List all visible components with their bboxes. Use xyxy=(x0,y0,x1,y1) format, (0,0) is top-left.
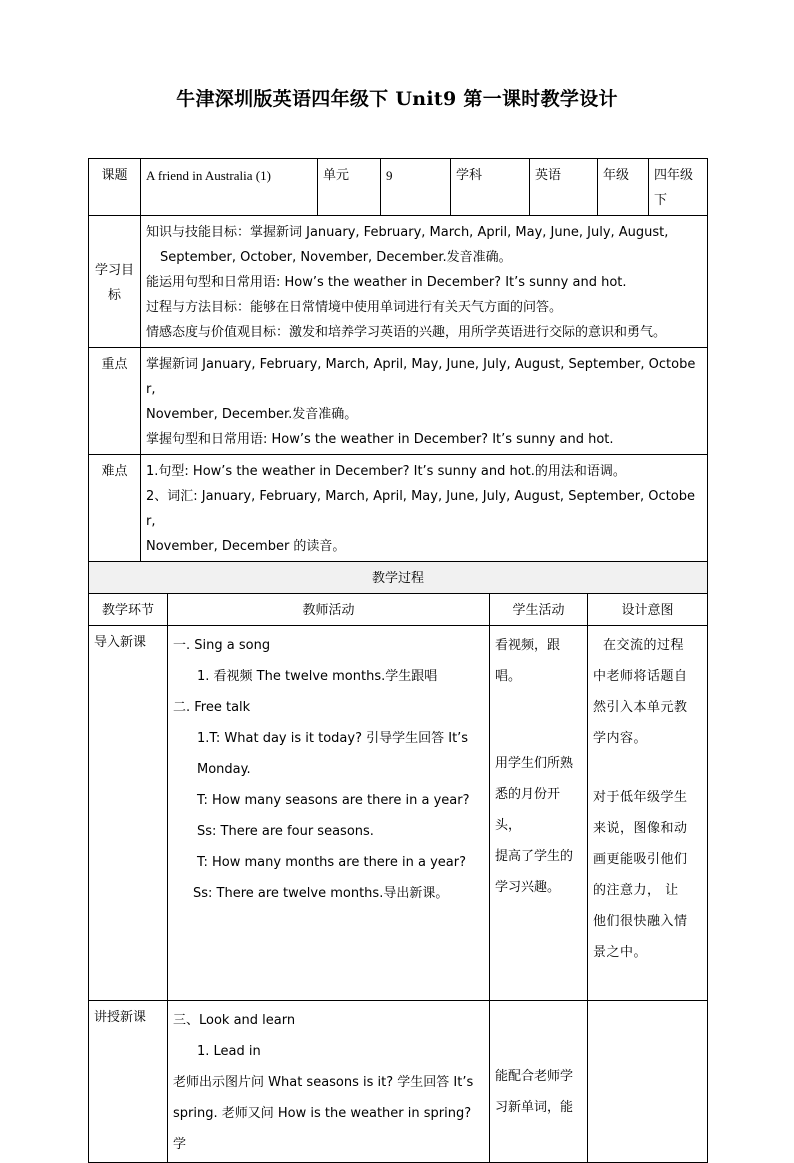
objectives-label: 学习目标 xyxy=(89,216,141,348)
intent-line: 在交流的过程 xyxy=(603,638,685,653)
topic-label: 课题 xyxy=(89,159,141,216)
teacher-line: 三、Look and learn xyxy=(173,1013,296,1028)
intent-line: 画更能吸引他们 xyxy=(593,852,688,867)
student-line: 看视频，跟唱。 xyxy=(495,638,561,684)
intent-line: 他们很快融入情 xyxy=(593,914,688,929)
col-stage: 教学环节 xyxy=(89,594,168,626)
teacher-line: 1.T: What day is it today? 引导学生回答 It’s xyxy=(197,731,469,746)
teacher-line: Ss: There are four seasons. xyxy=(197,824,374,839)
objective-line: September, October, November, December.发音准确。 xyxy=(160,250,512,265)
info-row xyxy=(89,159,708,216)
process-table xyxy=(88,593,708,1163)
intent-line: 然引入本单元教 xyxy=(593,700,688,715)
difficulties-row xyxy=(89,455,708,562)
intent-line: 中老师将话题自 xyxy=(593,669,688,684)
grade-value: 四年级下 xyxy=(649,159,708,216)
teacher-line: spring. 老师又问 How is the weather in spring? 学 xyxy=(173,1106,472,1152)
intent-line: 来说，图像和动 xyxy=(593,821,688,836)
teacher-line: T: How many months are there in a year? xyxy=(197,855,466,870)
process-header-row xyxy=(89,562,708,594)
process-row-intro xyxy=(89,626,708,1001)
intent-line: 景之中。 xyxy=(593,945,648,960)
student-line: 习新单词，能 xyxy=(495,1100,574,1115)
design-intent-cell xyxy=(588,1001,708,1163)
student-line: 能配合老师学 xyxy=(495,1069,574,1084)
key-points-content xyxy=(141,348,708,455)
objectives-row xyxy=(89,216,708,348)
stage-cell: 讲授新课 xyxy=(89,1001,168,1163)
teacher-line: 一. Sing a song xyxy=(173,638,271,653)
key-points-row xyxy=(89,348,708,455)
student-line: 悉的月份开头， xyxy=(495,787,561,833)
objectives-content xyxy=(141,216,708,348)
teacher-line: Ss: There are twelve months.导出新课。 xyxy=(193,886,449,901)
student-line: 学习兴趣。 xyxy=(495,880,561,895)
difficulties-label: 难点 xyxy=(89,455,141,562)
objective-line: 情感态度与价值观目标：激发和培养学习英语的兴趣，用所学英语进行交际的意识和勇气。 xyxy=(146,325,667,340)
col-intent: 设计意图 xyxy=(588,594,708,626)
intent-line: 学内容。 xyxy=(593,731,648,746)
key-points-label: 重点 xyxy=(89,348,141,455)
student-activity-cell xyxy=(490,1001,588,1163)
unit-value: 9 xyxy=(381,159,451,216)
teacher-line: 老师出示图片问 What seasons is it? 学生回答 It’s xyxy=(173,1075,474,1090)
process-header: 教学过程 xyxy=(89,562,708,594)
student-line: 用学生们所熟 xyxy=(495,756,574,771)
stage-cell: 导入新课 xyxy=(89,626,168,1001)
intent-line: 的注意力， 让 xyxy=(593,883,679,898)
teacher-line: 1. Lead in xyxy=(197,1044,261,1059)
subject-value: 英语 xyxy=(530,159,598,216)
teacher-activity-cell xyxy=(168,1001,490,1163)
difficulties-content xyxy=(141,455,708,562)
student-line: 提高了学生的 xyxy=(495,849,574,864)
process-columns-row xyxy=(89,594,708,626)
key-point-line: 掌握新词 January, February, March, April, May, June, July, August, September, October, xyxy=(146,357,696,397)
key-point-line: November, December.发音准确。 xyxy=(146,407,358,422)
difficulty-line: 2、词汇: January, February, March, April, May, June, July, August, September, October, xyxy=(146,489,695,529)
difficulty-line: November, December 的读音。 xyxy=(146,539,346,554)
teacher-line: T: How many seasons are there in a year? xyxy=(197,793,470,808)
process-row-new-lesson xyxy=(89,1001,708,1163)
page-title: 牛津深圳版英语四年级下 Unit9 第一课时教学设计 xyxy=(176,88,618,110)
difficulty-line: 1.句型: How’s the weather in December? It’s sunny and hot.的用法和语调。 xyxy=(146,464,626,479)
student-activity-cell xyxy=(490,626,588,1001)
teacher-line: Monday. xyxy=(197,762,251,777)
lesson-plan-table xyxy=(88,158,708,594)
objective-line: 能运用句型和日常用语: How’s the weather in December? It’s sunny and hot. xyxy=(146,275,627,290)
objective-line: 知识与技能目标：掌握新词 January, February, March, April, May, June, July, August, xyxy=(146,225,669,240)
grade-label: 年级 xyxy=(598,159,649,216)
key-point-line: 掌握句型和日常用语: How’s the weather in December? It’s sunny and hot. xyxy=(146,432,614,447)
teacher-line: 1. 看视频 The twelve months.学生跟唱 xyxy=(197,669,438,684)
objective-line: 过程与方法目标：能够在日常情境中使用单词进行有关天气方面的问答。 xyxy=(146,300,563,315)
design-intent-cell xyxy=(588,626,708,1001)
intent-line: 对于低年级学生 xyxy=(593,790,688,805)
unit-label: 单元 xyxy=(318,159,381,216)
subject-label: 学科 xyxy=(451,159,530,216)
teacher-activity-cell xyxy=(168,626,490,1001)
col-student: 学生活动 xyxy=(490,594,588,626)
teacher-line: 二. Free talk xyxy=(173,700,251,715)
topic-value: A friend in Australia (1) xyxy=(141,159,318,216)
col-teacher: 教师活动 xyxy=(168,594,490,626)
